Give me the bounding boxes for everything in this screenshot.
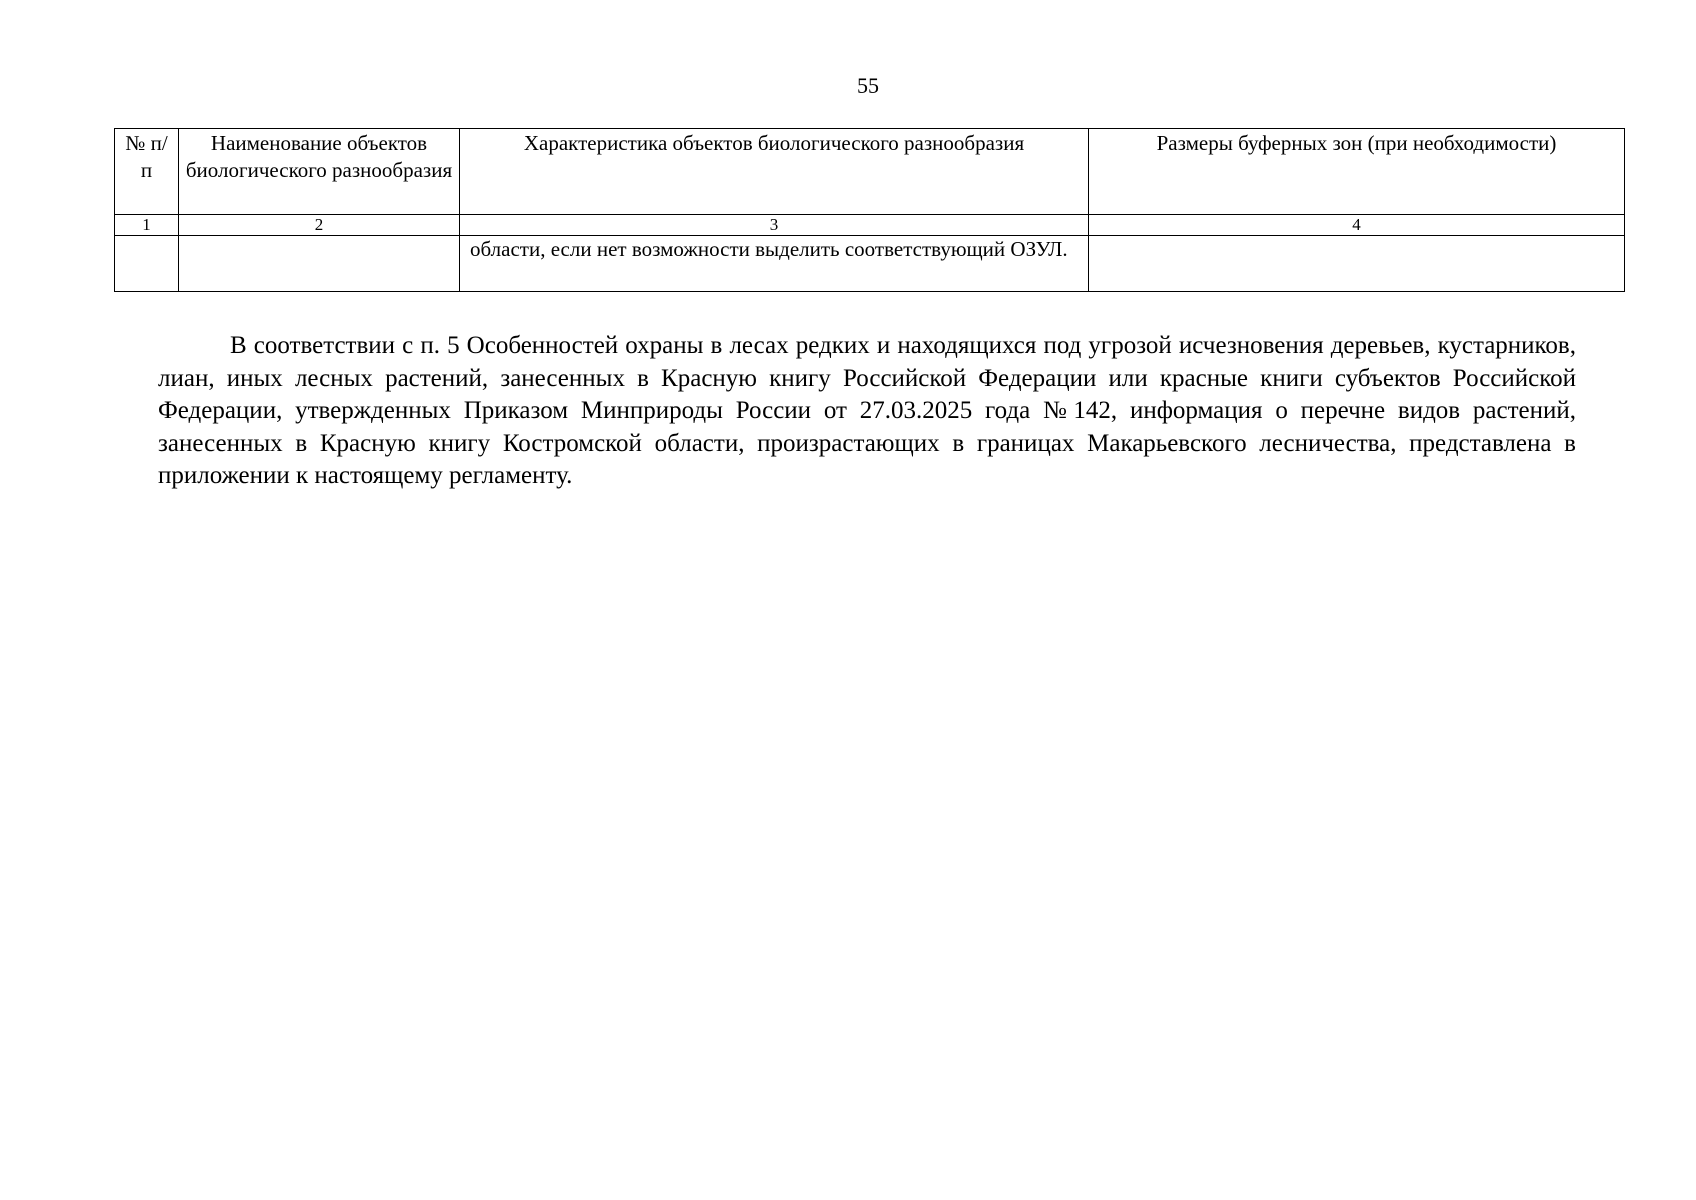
row-buffer-cell — [1089, 236, 1625, 292]
header-object-name: Наименование объектов биологического разнообразия — [179, 129, 460, 215]
header-number: № п/п — [115, 129, 179, 215]
column-number-4: 4 — [1089, 215, 1625, 236]
header-object-characteristic: Характеристика объектов биологического разнообразия — [460, 129, 1089, 215]
biodiversity-table — [114, 128, 1625, 292]
header-buffer-zone-size: Размеры буферных зон (при необходимости) — [1089, 129, 1625, 215]
column-number-1: 1 — [115, 215, 179, 236]
row-number-cell — [115, 236, 179, 292]
body-paragraph: В соответствии с п. 5 Особенностей охраны в лесах редких и находящихся под угрозой исчезновения деревьев, кустарников, лиан, иных лесных растений, занесенных в Красную книгу Российской Федерации или красные книги субъектов Российской Федерации, утвержденных Приказом Минприроды России от 27.03.2025 года №142, информация о перечне видов растений, занесенных в Красную книгу Костромской области, произрастающих в границах Макарьевского лесничества, представлена в приложении к настоящему регламенту. — [158, 332, 1576, 489]
page-number: 55 — [857, 73, 879, 98]
column-number-3: 3 — [460, 215, 1089, 236]
table-row — [115, 236, 1625, 292]
column-number-2: 2 — [179, 215, 460, 236]
row-characteristic-cell: области, если нет возможности выделить соответствующий ОЗУЛ. — [460, 236, 1089, 292]
table-header-row — [115, 129, 1625, 215]
table-column-numbers-row — [115, 215, 1625, 236]
row-name-cell — [179, 236, 460, 292]
